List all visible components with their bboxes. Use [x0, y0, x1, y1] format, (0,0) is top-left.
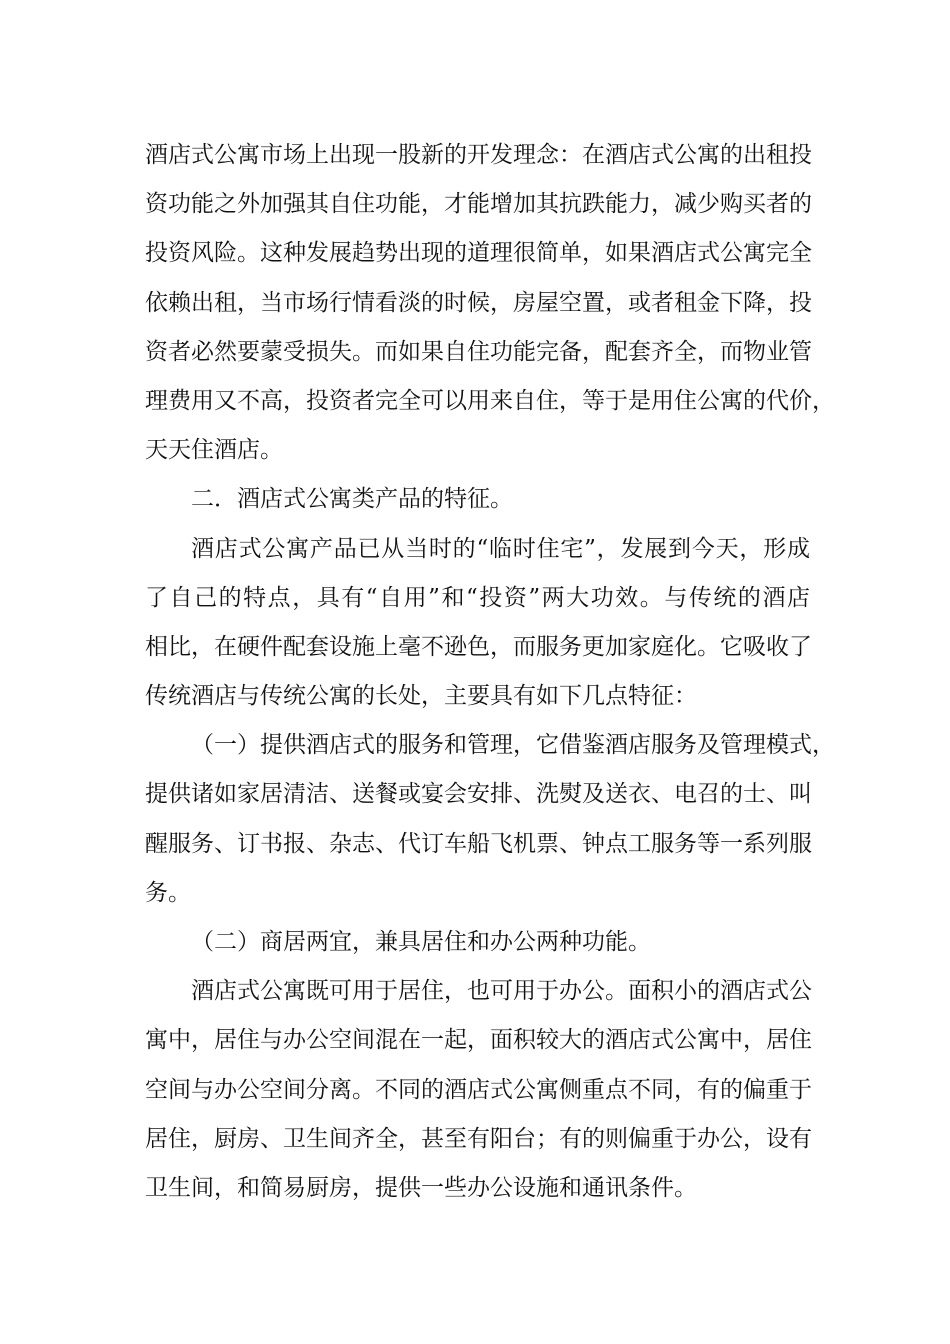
text-line: 理费用又不高，投资者完全可以用来自住，等于是用住公寓的代价， — [145, 387, 835, 414]
text-line: 卫生间，和简易厨房，提供一些办公设施和通讯条件。 — [145, 1174, 697, 1201]
text-line: 空间与办公空间分离。不同的酒店式公寓侧重点不同，有的偏重于 — [145, 1076, 812, 1103]
list-item-heading: （二）商居两宜，兼具居住和办公两种功能。 — [191, 929, 651, 955]
text-line: 依赖出租，当市场行情看淡的时候，房屋空置，或者租金下降，投 — [145, 289, 812, 316]
text-line: 居住，厨房、卫生间齐全，甚至有阳台；有的则偏重于办公，设有 — [145, 1125, 812, 1152]
text-line: 相比，在硬件配套设施上毫不逊色，而服务更加家庭化。它吸收了 — [145, 633, 812, 660]
text-line: 天天住酒店。 — [145, 437, 283, 464]
text-line: 酒店式公寓既可用于居住，也可用于办公。面积小的酒店式公 — [191, 978, 812, 1005]
text-line: 寓中，居住与办公空间混在一起，面积较大的酒店式公寓中，居住 — [145, 1027, 812, 1054]
text-line: 投资风险。这种发展趋势出现的道理很简单，如果酒店式公寓完全 — [145, 240, 812, 267]
text-line: 酒店式公寓市场上出现一股新的开发理念：在酒店式公寓的出租投 — [145, 142, 812, 168]
text-line: 传统酒店与传统公寓的长处，主要具有如下几点特征： — [145, 683, 697, 710]
text-line: 务。 — [145, 879, 191, 906]
text-line: 酒店式公寓产品已从当时的“临时住宅”，发展到今天，形成 — [191, 535, 810, 562]
section-heading: 二．酒店式公寓类产品的特征。 — [191, 486, 513, 513]
text-line: 资功能之外加强其自住功能，才能增加其抗跌能力，减少购买者的 — [145, 191, 812, 218]
body-text — [145, 131, 835, 1213]
text-line: 提供诸如家居清洁、送餐或宴会安排、洗熨及送衣、电召的士、叫 — [145, 781, 812, 808]
text-line: 醒服务、订书报、杂志、代订车船飞机票、钟点工服务等一系列服 — [145, 830, 812, 857]
text-line: 资者必然要蒙受损失。而如果自住功能完备，配套齐全，而物业管 — [145, 338, 812, 365]
text-line: 了自己的特点，具有“自用”和“投资”两大功效。与传统的酒店 — [145, 584, 810, 611]
list-item-heading: （一）提供酒店式的服务和管理，它借鉴酒店服务及管理模式， — [191, 732, 835, 759]
